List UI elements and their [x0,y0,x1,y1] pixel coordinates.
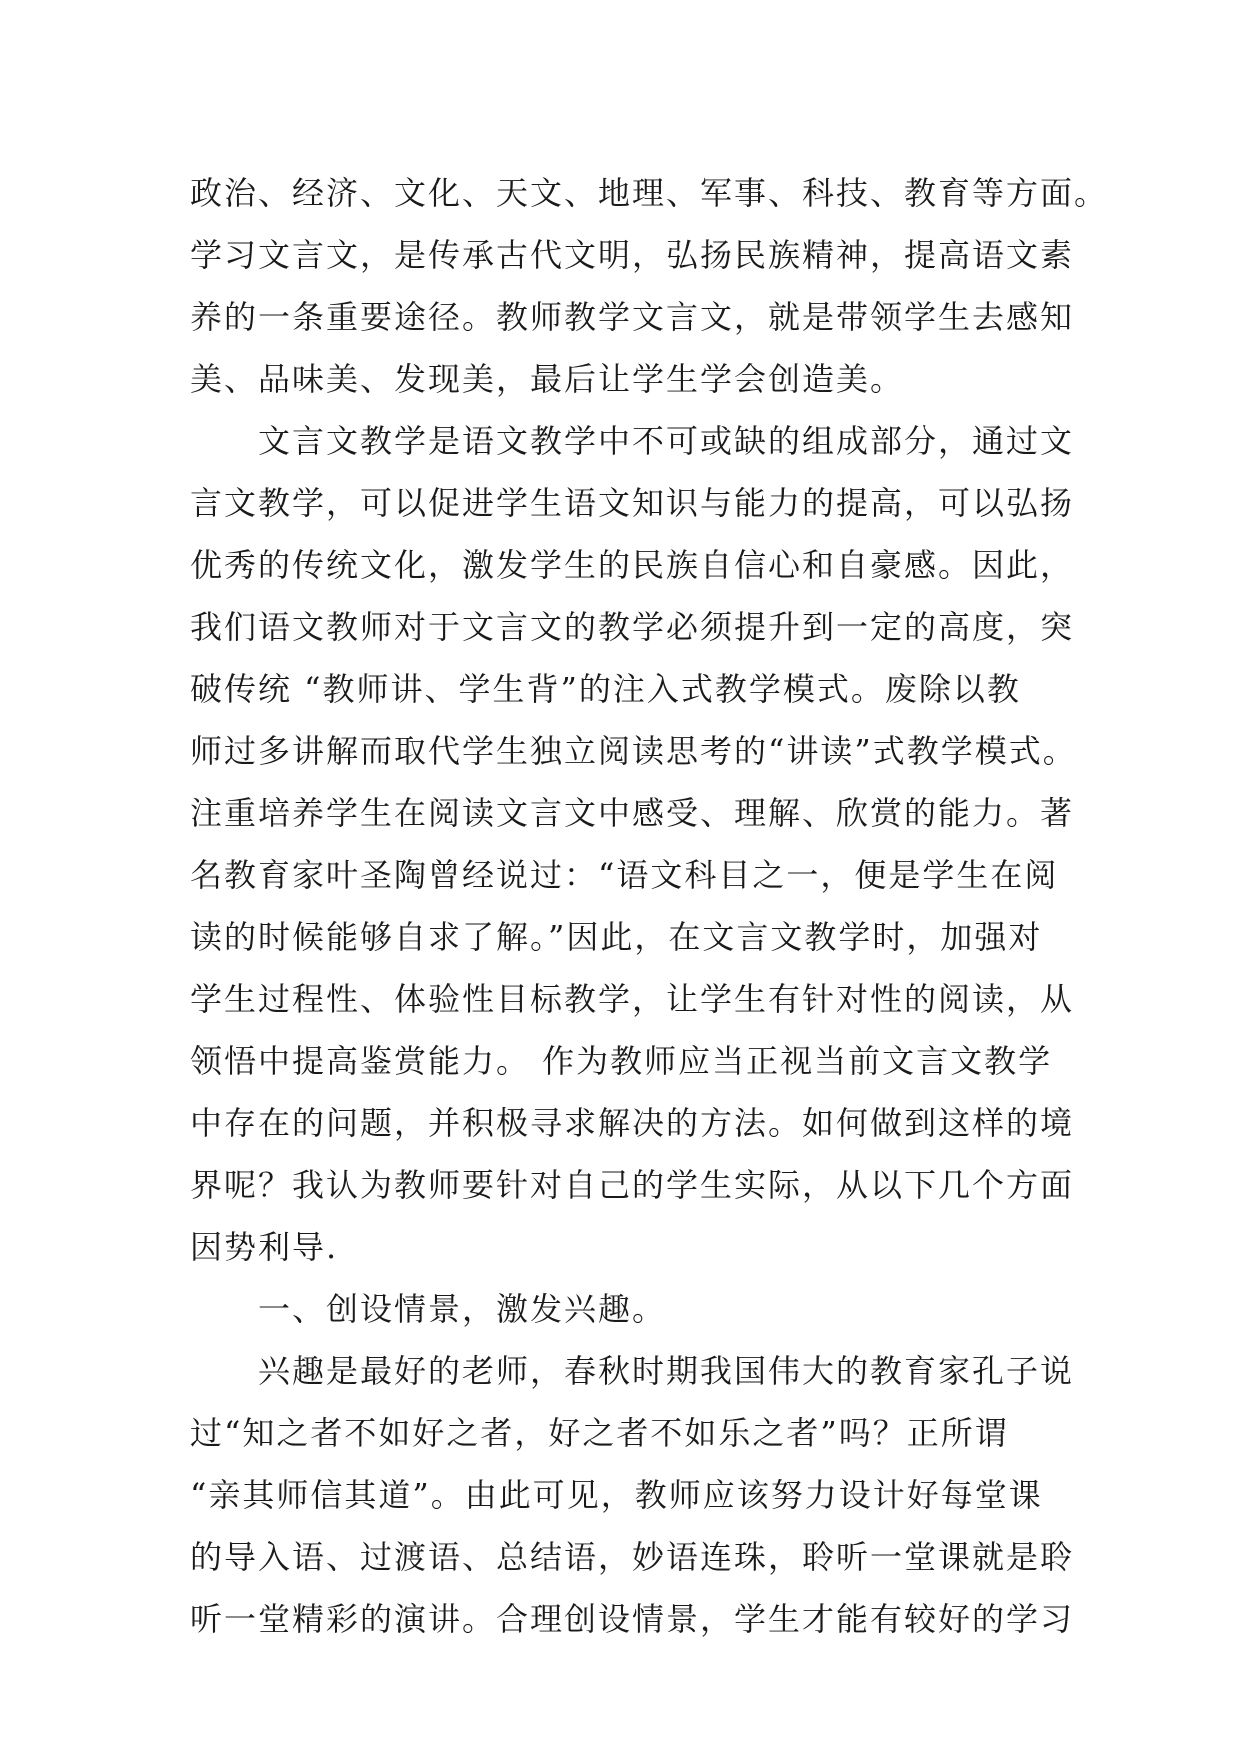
text-line: 学习文言文，是传承古代文明，弘扬民族精神，提高语文素 [190,236,1075,274]
text-line: 兴趣是最好的老师，春秋时期我国伟大的教育家孔子说 [190,1352,1075,1390]
text-line: 学生过程性、体验性目标教学，让学生有针对性的阅读，从 [190,980,1075,1018]
text-line: 破传统 “教师讲、学生背”的注入式教学模式。废除以教 [190,670,1021,708]
text-line: “亲其师信其道”。由此可见，教师应该努力设计好每堂课 [190,1476,1043,1514]
text-line: 一、创设情景，激发兴趣。 [190,1290,667,1328]
text-line: 界呢？我认为教师要针对自己的学生实际，从以下几个方面 [190,1166,1075,1204]
text-line: 优秀的传统文化，激发学生的民族自信心和自豪感。因此， [190,546,1075,584]
text-line: 的导入语、过渡语、总结语，妙语连珠，聆听一堂课就是聆 [190,1538,1075,1576]
text-line: 读的时候能够自求了解。”因此，在文言文教学时，加强对 [190,918,1043,956]
text-line: 领悟中提高鉴赏能力。 作为教师应当正视当前文言文教学 [190,1042,1053,1080]
text-line: 政治、经济、文化、天文、地理、军事、科技、教育等方面。 [190,174,1109,212]
text-line: 因势利导. [190,1228,339,1266]
text-line: 名教育家叶圣陶曾经说过：“语文科目之一，便是学生在阅 [190,856,1059,894]
text-line: 我们语文教师对于文言文的教学必须提升到一定的高度，突 [190,608,1075,646]
text-line: 美、品味美、发现美，最后让学生学会创造美。 [190,360,905,398]
text-line: 注重培养学生在阅读文言文中感受、理解、欣赏的能力。著 [190,794,1075,832]
text-line: 文言文教学是语文教学中不可或缺的组成部分，通过文 [190,422,1075,460]
text-line: 言文教学，可以促进学生语文知识与能力的提高，可以弘扬 [190,484,1075,522]
text-line: 过“知之者不如好之者，好之者不如乐之者”吗？正所谓 [190,1414,1009,1452]
text-line: 听一堂精彩的演讲。合理创设情景，学生才能有较好的学习 [190,1600,1075,1638]
text-line: 师过多讲解而取代学生独立阅读思考的“讲读”式教学模式。 [190,732,1077,770]
text-line: 中存在的问题，并积极寻求解决的方法。如何做到这样的境 [190,1104,1075,1142]
text-line: 养的一条重要途径。教师教学文言文，就是带领学生去感知 [190,298,1075,336]
body-text [190,162,1109,1650]
